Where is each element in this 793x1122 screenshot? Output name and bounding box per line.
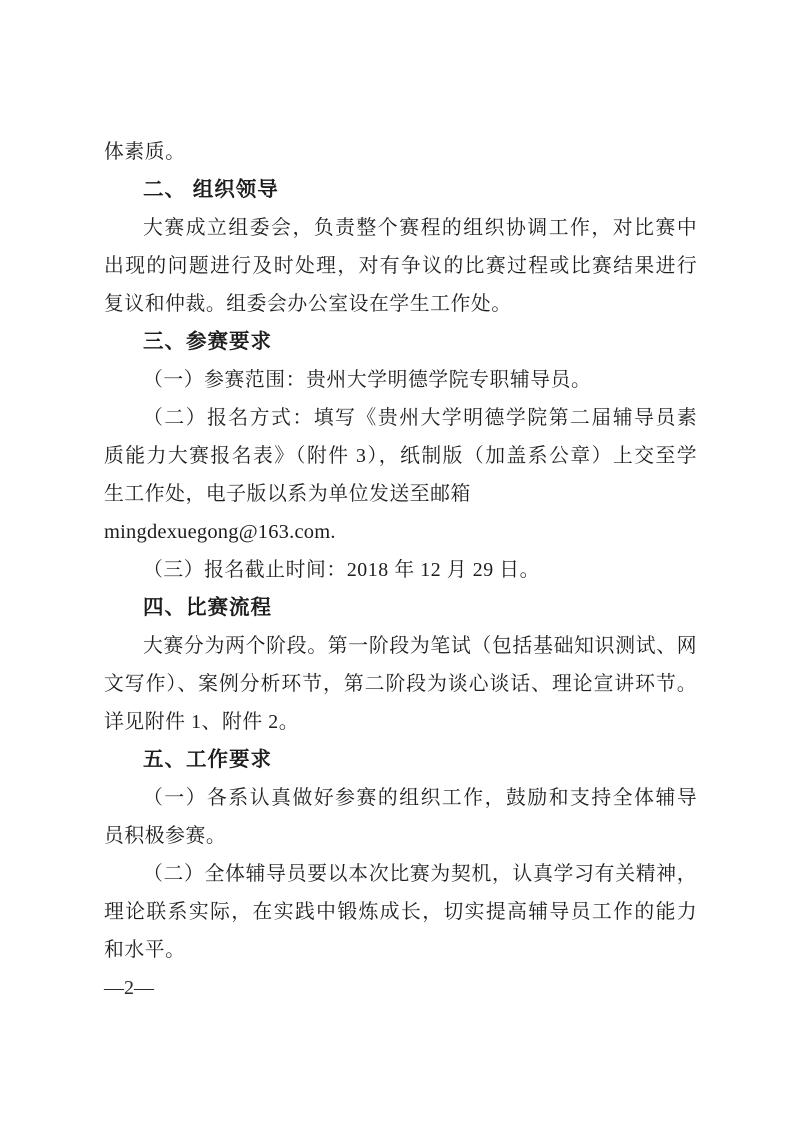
para-overall-quality-tail: 体素质。 <box>104 141 186 163</box>
para-registration-method-line-3: 生工作处，电子版以系为单位发送至邮箱 <box>104 483 471 505</box>
para-process-line-1: 大赛分为两个阶段。第一阶段为笔试（包括基础知识测试、网 <box>143 635 697 657</box>
para-registration-method-line-1: （二）报名方式：填写《贵州大学明德学院第二届辅导员素 <box>143 407 697 429</box>
para-organization-line-1: 大赛成立组委会，负责整个赛程的组织协调工作，对比赛中 <box>143 217 697 239</box>
para-work-req-2-line-2: 理论联系实际，在实践中锻炼成长，切实提高辅导员工作的能力 <box>104 901 697 923</box>
document-body <box>104 133 697 969</box>
para-process-line-2: 文写作）、案例分析环节，第二阶段为谈心谈话、理论宣讲环节。 <box>104 673 697 695</box>
heading-participation-requirements: 三、参赛要求 <box>143 330 272 353</box>
email-address: mingdexuegong@163.com. <box>104 521 336 543</box>
para-process-line-3: 详见附件 1、附件 2。 <box>104 711 300 733</box>
heading-competition-process: 四、比赛流程 <box>143 596 272 619</box>
para-participation-scope: （一）参赛范围：贵州大学明德学院专职辅导员。 <box>143 369 592 391</box>
para-organization-line-3: 复议和仲裁。组委会办公室设在学生工作处。 <box>104 293 512 315</box>
para-organization-line-2: 出现的问题进行及时处理，对有争议的比赛过程或比赛结果进行 <box>104 255 697 277</box>
heading-work-requirements: 五、工作要求 <box>143 748 272 771</box>
para-registration-method-line-2: 质能力大赛报名表》（附件 3），纸制版（加盖系公章）上交至学 <box>104 445 697 467</box>
heading-organization-leadership: 二、 组织领导 <box>143 178 279 201</box>
para-work-req-2-line-3: 和水平。 <box>104 939 186 961</box>
para-work-req-2-line-1: （二）全体辅导员要以本次比赛为契机，认真学习有关精神， <box>143 863 697 885</box>
para-work-req-1-line-2: 员积极参赛。 <box>104 825 227 847</box>
para-work-req-1-line-1: （一）各系认真做好参赛的组织工作，鼓励和支持全体辅导 <box>143 787 697 809</box>
page-number: —2— <box>104 977 154 999</box>
para-registration-deadline: （三）报名截止时间：2018 年 12 月 29 日。 <box>143 559 540 581</box>
